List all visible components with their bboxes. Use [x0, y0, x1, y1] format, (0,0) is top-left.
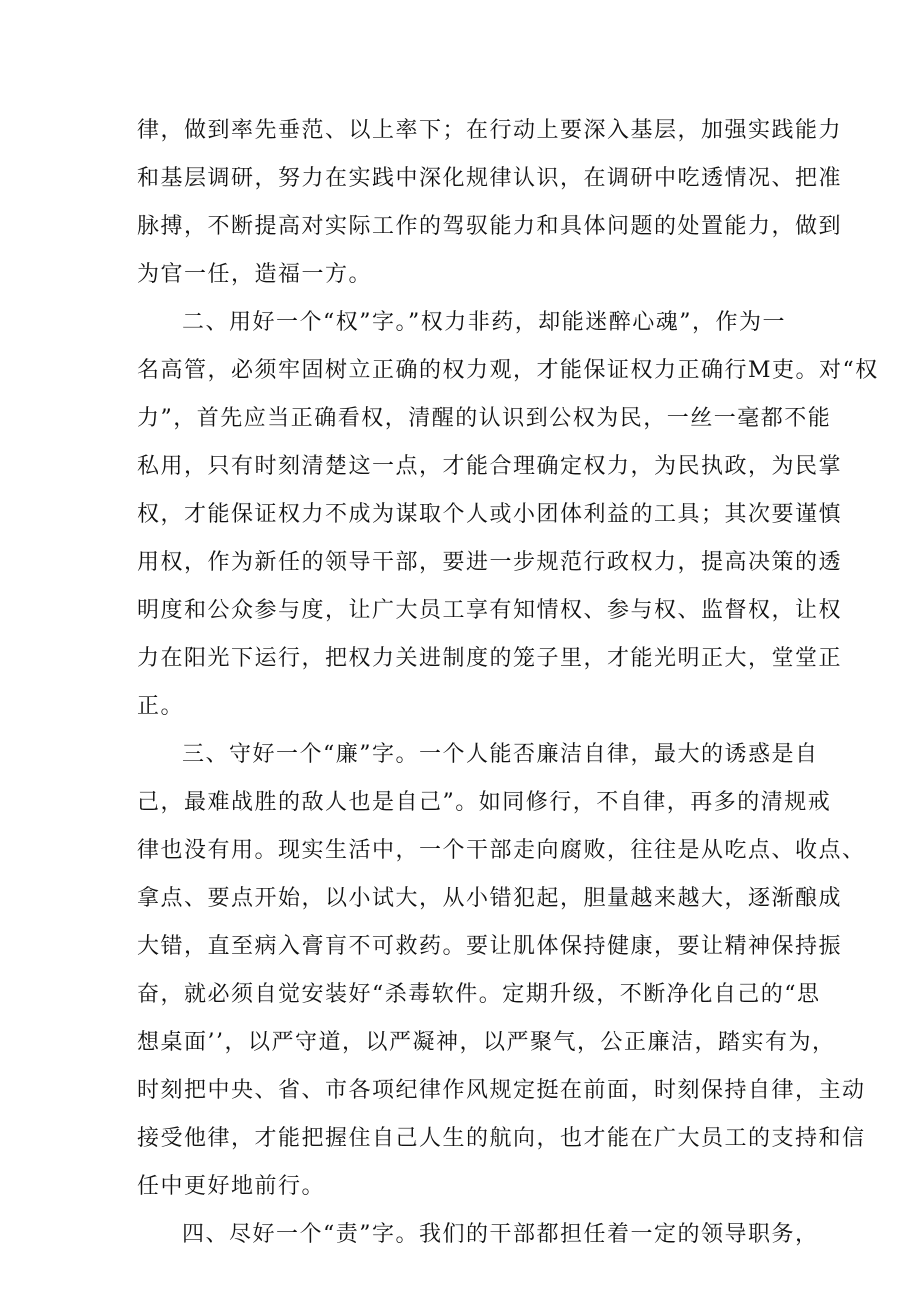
text-line: 律，做到率先垂范、以上率下；在行动上要深入基层，加强实践能力: [137, 118, 843, 143]
text-line: 脉搏，不断提高对实际工作的驾驭能力和具体问题的处置能力，做到: [137, 214, 843, 239]
text-line: 力”，首先应当正确看权，清醒的认识到公权为民，一丝一毫都不能: [137, 406, 832, 431]
text-line: 想桌面’’，以严守道，以严凝神，以严聚气，公正廉洁，踏实有为，: [137, 1030, 836, 1055]
text-line: 力在阳光下运行，把权力关进制度的笼子里，才能光明正大，堂堂正: [137, 646, 843, 671]
text-line: 时刻把中央、省、市各项纪律作风规定挺在前面，时刻保持自律，主动: [137, 1078, 866, 1103]
paragraph-first-line: 二、用好一个“权”字。”权力非药，却能迷醉心魂”，作为一: [182, 310, 786, 335]
text-line: 正。: [137, 694, 185, 719]
text-line: 用权，作为新任的领导干部，要进一步规范行政权力，提高决策的透: [137, 550, 843, 575]
text-line: 和基层调研，努力在实践中深化规律认识，在调研中吃透情况、把准: [137, 166, 843, 191]
text-line: 律也没有用。现实生活中，一个干部走向腐败，往往是从吃点、收点、: [137, 838, 866, 863]
text-line: 奋，就必须自觉安装好“杀毒软件。定期升级，不断净化自己的“思: [137, 982, 821, 1007]
text-line: 明度和公众参与度，让广大员工享有知情权、参与权、监督权，让权: [137, 598, 843, 623]
text-line: 接受他律，才能把握住自己人生的航向，也才能在广大员工的支持和信: [137, 1126, 866, 1151]
text-line: 权，才能保证权力不成为谋取个人或小团体利益的工具；其次要谨慎: [137, 502, 843, 527]
text-line: 大错，直至病入膏肓不可救药。要让肌体保持健康，要让精神保持振: [137, 934, 843, 959]
text-line: 私用，只有时刻清楚这一点，才能合理确定权力，为民执政，为民掌: [137, 454, 843, 479]
text-line: 为官一任，造福一方。: [137, 262, 373, 287]
paragraph-first-line: 四、尽好一个“责”字。我们的干部都担任着一定的领导职务，: [182, 1222, 819, 1247]
paragraph-first-line: 三、守好一个“廉”字。一个人能否廉洁自律，最大的诱惑是自: [182, 742, 819, 767]
text-line: 名高管，必须牢固树立正确的权力观，才能保证权力正确行M吏。对“权: [137, 358, 879, 383]
text-line: 任中更好地前行。: [137, 1174, 326, 1199]
text-line: 己，最难战胜的敌人也是自己”。如同修行，不自律，再多的清规戒: [137, 790, 832, 815]
text-line: 拿点、要点开始，以小试大，从小错犯起，胆量越来越大，逐渐酿成: [137, 886, 843, 911]
